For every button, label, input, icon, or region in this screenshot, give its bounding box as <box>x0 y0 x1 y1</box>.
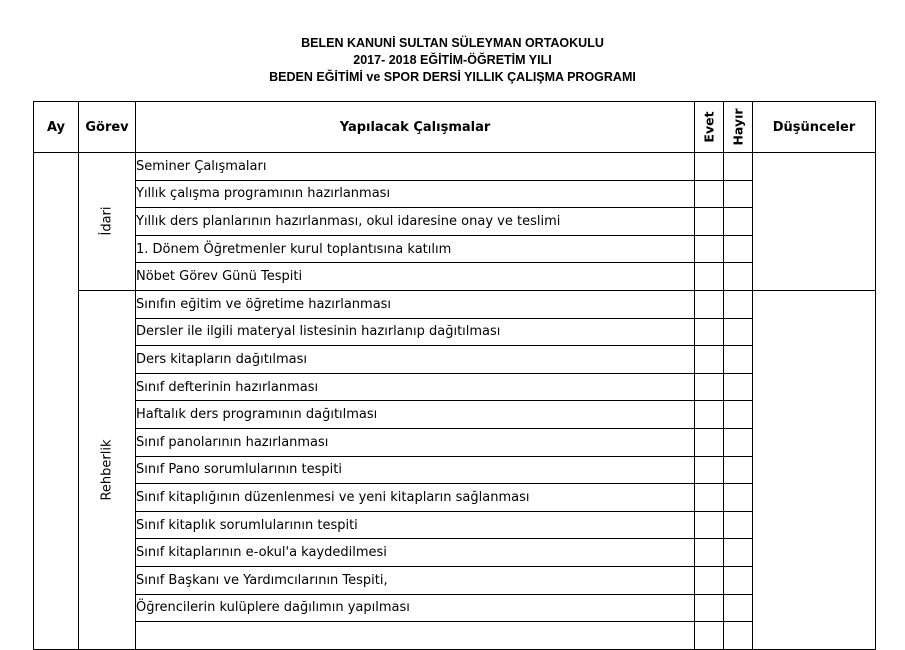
yes-checkbox-cell[interactable] <box>695 318 724 346</box>
yes-checkbox-cell[interactable] <box>695 263 724 291</box>
no-checkbox-cell[interactable] <box>724 290 753 318</box>
yes-checkbox-cell[interactable] <box>695 235 724 263</box>
task-cell: Sınıf kitaplarının e-okul'a kaydedilmesi <box>136 539 695 567</box>
task-cell: Yıllık ders planlarının hazırlanması, okul idaresine onay ve teslimi <box>136 208 695 236</box>
table-row <box>34 346 876 374</box>
no-checkbox-cell[interactable] <box>724 401 753 429</box>
table-row <box>34 401 876 429</box>
no-checkbox-cell[interactable] <box>724 428 753 456</box>
yes-checkbox-cell[interactable] <box>695 428 724 456</box>
school-name: BELEN KANUNİ SULTAN SÜLEYMAN ORTAOKULU <box>301 36 604 50</box>
table-row <box>34 594 876 622</box>
yes-checkbox-cell[interactable] <box>695 153 724 181</box>
no-checkbox-cell[interactable] <box>724 511 753 539</box>
task-cell: Nöbet Görev Günü Tespiti <box>136 263 695 291</box>
duty-category-cell <box>79 290 136 649</box>
table-row <box>34 153 876 181</box>
no-checkbox-cell[interactable] <box>724 180 753 208</box>
month-cell <box>34 153 79 650</box>
task-cell: Yıllık çalışma programının hazırlanması <box>136 180 695 208</box>
task-cell: Dersler ile ilgili materyal listesinin hazırlanıp dağıtılması <box>136 318 695 346</box>
table-row <box>34 539 876 567</box>
table-row <box>34 180 876 208</box>
no-checkbox-cell[interactable] <box>724 456 753 484</box>
table-row <box>34 511 876 539</box>
task-cell: Sınıf kitaplık sorumlularının tespiti <box>136 511 695 539</box>
yes-checkbox-cell[interactable] <box>695 594 724 622</box>
notes-cell[interactable] <box>753 153 876 291</box>
no-checkbox-cell[interactable] <box>724 153 753 181</box>
yes-checkbox-cell[interactable] <box>695 539 724 567</box>
no-checkbox-cell[interactable] <box>724 539 753 567</box>
yes-checkbox-cell[interactable] <box>695 180 724 208</box>
table-row <box>34 484 876 512</box>
no-column-header <box>724 102 753 153</box>
table-row <box>34 566 876 594</box>
yes-checkbox-cell[interactable] <box>695 484 724 512</box>
no-checkbox-cell[interactable] <box>724 346 753 374</box>
work-program-table <box>33 101 876 650</box>
no-column-label: Hayır <box>730 108 746 146</box>
yes-column-label: Evet <box>701 111 717 143</box>
yes-checkbox-cell[interactable] <box>695 346 724 374</box>
task-cell <box>136 622 695 650</box>
task-cell: Sınıf panolarının hazırlanması <box>136 428 695 456</box>
no-checkbox-cell[interactable] <box>724 594 753 622</box>
task-cell: Ders kitapların dağıtılması <box>136 346 695 374</box>
yes-checkbox-cell[interactable] <box>695 511 724 539</box>
table-row <box>34 208 876 236</box>
notes-column-header: Düşünceler <box>753 102 876 153</box>
month-column-header: Ay <box>34 102 79 153</box>
table-row <box>34 290 876 318</box>
table-row <box>34 622 876 650</box>
yes-column-header <box>695 102 724 153</box>
academic-year: 2017- 2018 EĞİTİM-ÖĞRETİM YILI <box>353 53 552 67</box>
table-body <box>34 153 876 650</box>
no-checkbox-cell[interactable] <box>724 318 753 346</box>
yes-checkbox-cell[interactable] <box>695 456 724 484</box>
table-row <box>34 318 876 346</box>
table-row <box>34 456 876 484</box>
yes-checkbox-cell[interactable] <box>695 290 724 318</box>
no-checkbox-cell[interactable] <box>724 208 753 236</box>
no-checkbox-cell[interactable] <box>724 484 753 512</box>
tasks-column-header: Yapılacak Çalışmalar <box>136 102 695 153</box>
no-checkbox-cell[interactable] <box>724 263 753 291</box>
task-cell: Sınıf Başkanı ve Yardımcılarının Tespiti, <box>136 566 695 594</box>
no-checkbox-cell[interactable] <box>724 373 753 401</box>
table-header-row <box>34 102 876 153</box>
task-cell: Seminer Çalışmaları <box>136 153 695 181</box>
notes-cell[interactable] <box>753 290 876 649</box>
table-row <box>34 235 876 263</box>
task-cell: Haftalık ders programının dağıtılması <box>136 401 695 429</box>
yes-checkbox-cell[interactable] <box>695 373 724 401</box>
task-cell: Öğrencilerin kulüplere dağılımın yapılması <box>136 594 695 622</box>
task-cell: Sınıfın eğitim ve öğretime hazırlanması <box>136 290 695 318</box>
table-row <box>34 373 876 401</box>
task-cell: Sınıf defterinin hazırlanması <box>136 373 695 401</box>
no-checkbox-cell[interactable] <box>724 622 753 650</box>
duty-category-cell <box>79 153 136 291</box>
yes-checkbox-cell[interactable] <box>695 208 724 236</box>
task-cell: Sınıf kitaplığının düzenlenmesi ve yeni kitapların sağlanması <box>136 484 695 512</box>
no-checkbox-cell[interactable] <box>724 235 753 263</box>
document-header <box>0 35 905 86</box>
table-row <box>34 263 876 291</box>
yes-checkbox-cell[interactable] <box>695 566 724 594</box>
yes-checkbox-cell[interactable] <box>695 401 724 429</box>
duty-category-label: İdari <box>99 206 115 236</box>
yes-checkbox-cell[interactable] <box>695 622 724 650</box>
task-cell: Sınıf Pano sorumlularının tespiti <box>136 456 695 484</box>
duty-column-header: Görev <box>79 102 136 153</box>
table-row <box>34 428 876 456</box>
duty-category-label: Rehberlik <box>99 439 115 501</box>
task-cell: 1. Dönem Öğretmenler kurul toplantısına katılım <box>136 235 695 263</box>
program-title: BEDEN EĞİTİMİ ve SPOR DERSİ YILLIK ÇALIŞMA PROGRAMI <box>269 70 636 84</box>
no-checkbox-cell[interactable] <box>724 566 753 594</box>
